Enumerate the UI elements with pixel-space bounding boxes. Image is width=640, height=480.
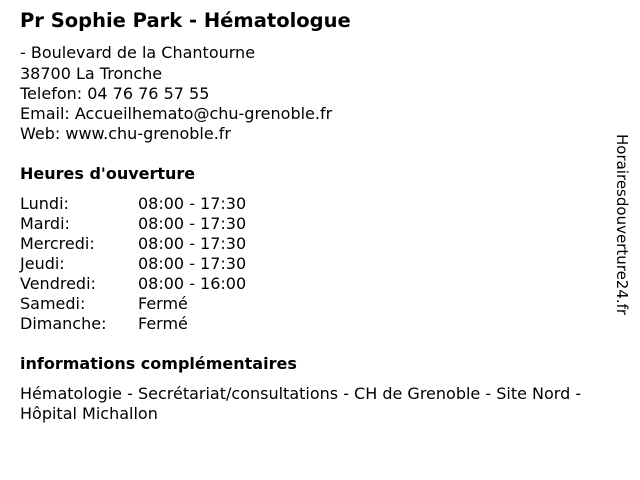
email-address: Email: Accueilhemato@chu-grenoble.fr — [20, 104, 333, 123]
hours-day: Vendredi: — [20, 274, 96, 293]
hours-time: Fermé — [138, 294, 188, 313]
hours-day: Mercredi: — [20, 234, 95, 253]
hours-time: 08:00 - 17:30 — [138, 194, 247, 213]
additional-info-text: Hématologie - Secrétariat/consultations - CH de Grenoble - Site Nord - Hôpital Michallon — [20, 384, 582, 423]
opening-hours-heading: Heures d'ouverture — [20, 164, 196, 183]
hours-day: Mardi: — [20, 214, 70, 233]
additional-info-heading: informations complémentaires — [20, 354, 297, 373]
hours-day: Jeudi: — [20, 254, 65, 273]
hours-time: 08:00 - 17:30 — [138, 214, 247, 233]
site-watermark: Horairesdouverture24.fr — [613, 134, 631, 316]
address-street: - Boulevard de la Chantourne — [20, 43, 256, 62]
page-title: Pr Sophie Park - Hématologue — [20, 9, 351, 32]
hours-time: 08:00 - 17:30 — [138, 254, 247, 273]
phone-number: Telefon: 04 76 76 57 55 — [20, 84, 210, 103]
hours-time: 08:00 - 17:30 — [138, 234, 247, 253]
address-city: 38700 La Tronche — [20, 64, 163, 83]
hours-day: Dimanche: — [20, 314, 107, 333]
hours-time: 08:00 - 16:00 — [138, 274, 247, 293]
hours-time: Fermé — [138, 314, 188, 333]
website-url: Web: www.chu-grenoble.fr — [20, 124, 231, 143]
hours-day: Samedi: — [20, 294, 86, 313]
hours-day: Lundi: — [20, 194, 69, 213]
